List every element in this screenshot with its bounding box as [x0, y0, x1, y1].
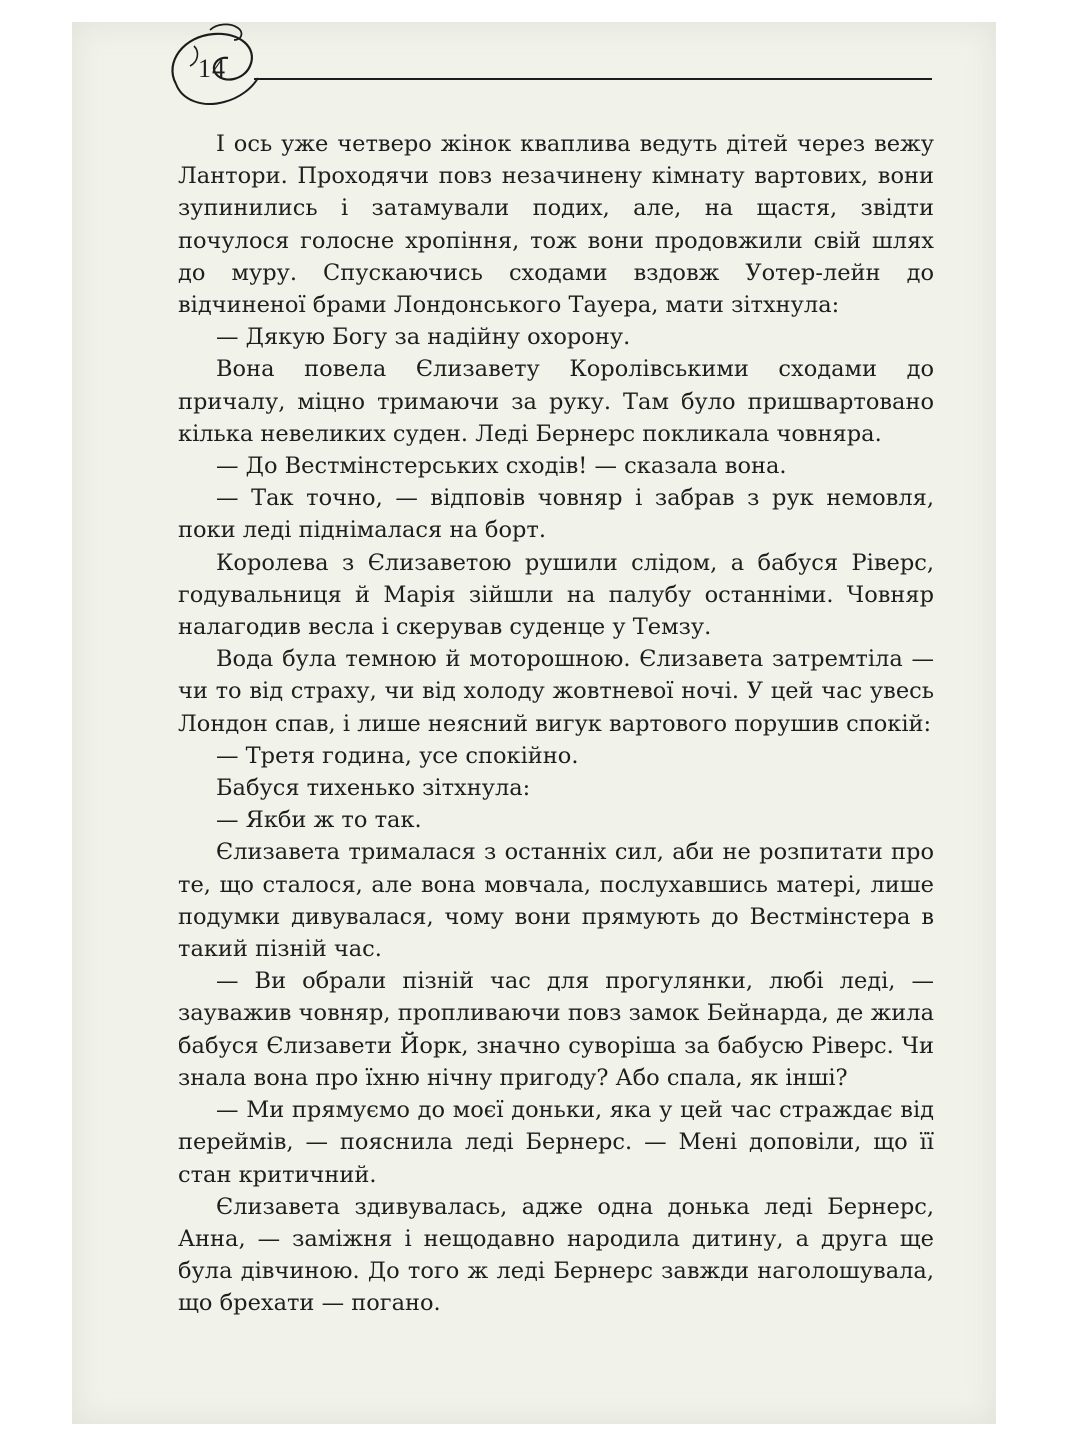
paragraph: Єлизавета трималася з останніх сил, аби не розпитати про те, що сталося, але вона мовчала, послухавшись матері, лише подумки дивувалася, чому вони прямують до Вестмінстера в такий пізній час. [178, 839, 934, 963]
paragraph: — Так точно, — відповів човняр і забрав з рук немовля, поки леді піднімалася на борт. [178, 485, 934, 544]
paragraph: Вода була темною й моторошною. Єлизавета затремтіла — чи то від страху, чи від холоду жовтневої ночі. У цей час увесь Лондон спав, і лише неясний вигук вартового порушив спокій: [178, 646, 934, 737]
page-number: 14 [198, 54, 226, 83]
paragraph: Єлизавета здивувалась, адже одна донька леді Бернерс, Анна, — заміжня і нещодавно народила дитину, а друга ще була дівчиною. До того ж леді Бернерс завжди наголошувала, що брехати — погано. [178, 1193, 934, 1317]
paragraph: І ось уже четверо жінок кваплива ведуть дітей через вежу Лантори. Проходячи повз незачинену кімнату вартових, вони зупинились і затамували подих, але, на щастя, звідти почулося голосне хропіння, тож вони продовжили свій шлях до муру. Спускаючись сходами вздовж Уотер-лейн до відчиненої брами Лондонського Тауера, мати зітхнула: [178, 131, 934, 319]
paragraph: — Дякую Богу за надійну охорону. [216, 324, 631, 351]
paragraph: — Ви обрали пізній час для прогулянки, любі леді, — зауважив човняр, пропливаючи повз замок Бейнарда, де жила бабуся Єлизавети Йорк, значно суворіша за бабусю Ріверс. Чи знала вона про їхню нічну пригоду? Або спала, як інші? [178, 968, 934, 1091]
paragraph: — Якби ж то так. [216, 807, 422, 834]
paragraph: — Третя година, усе спокійно. [216, 742, 579, 769]
paragraph: Бабуся тихенько зітхнула: [216, 775, 531, 802]
paragraph: Вона повела Єлизавету Королівськими сходами до причалу, міцно тримаючи за руку. Там було пришвартовано кілька невеликих суден. Леді Бернерс покликала човняра. [178, 356, 934, 447]
page-header [72, 22, 996, 122]
paragraph: Королева з Єлизаветою рушили слідом, а бабуся Ріверс, годувальниця й Марія зійшли на палубу останніми. Човняр налагодив весла і скерував суденце у Темзу. [178, 549, 934, 641]
paragraph: — До Вестмінстерських сходів! — сказала вона. [216, 453, 787, 480]
paragraph: — Ми прямуємо до моєї доньки, яка у цей час страждає від переймів, — пояснила леді Бернерс. — Мені доповіли, що її стан критичний. [178, 1097, 934, 1188]
chapter-text [178, 128, 934, 1320]
book-page [72, 22, 996, 1424]
header-divider [254, 78, 932, 80]
